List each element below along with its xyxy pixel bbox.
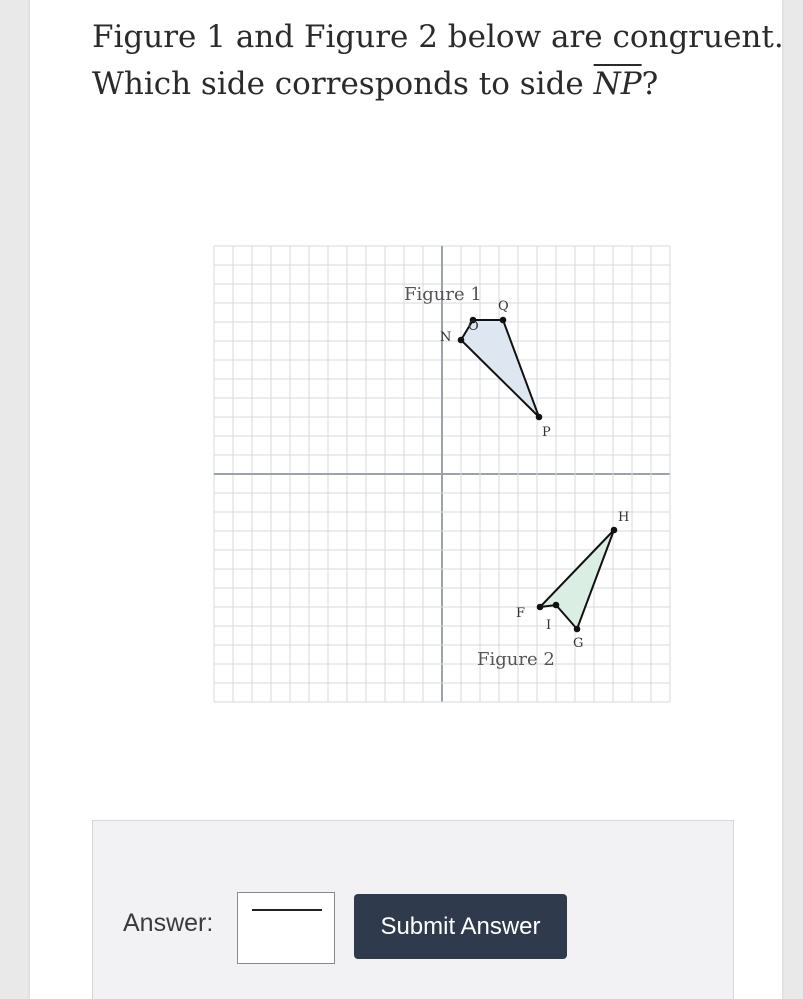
segment-np: $\overline{NP}$ — [593, 66, 642, 102]
label-P: P — [542, 425, 551, 440]
answer-label: Answer: — [123, 909, 214, 937]
question-text — [92, 14, 784, 108]
point-P — [536, 414, 543, 421]
label-N: N — [440, 330, 452, 345]
point-I — [553, 602, 560, 609]
label-I: I — [546, 618, 552, 633]
figure-2-label: Figure 2 — [477, 649, 555, 670]
point-H — [611, 527, 618, 534]
point-Q — [500, 317, 507, 324]
question-line-2-suffix: ? — [641, 66, 659, 102]
label-H: H — [618, 510, 630, 525]
figure-1-shape — [461, 320, 539, 417]
point-G — [574, 626, 581, 633]
answer-panel — [92, 820, 734, 999]
coordinate-grid — [212, 244, 672, 704]
label-F: F — [516, 606, 526, 621]
point-N — [458, 337, 465, 344]
figure-2-shape — [540, 530, 614, 629]
question-line-1-text: Figure 1 and Figure 2 below are congruent. — [92, 19, 784, 55]
label-O: O — [468, 319, 479, 334]
label-Q: Q — [498, 299, 509, 314]
submit-answer-button[interactable]: Submit Answer — [354, 894, 567, 959]
question-line-1 — [92, 14, 784, 61]
point-F — [537, 604, 544, 611]
segment-overline-mark — [252, 909, 322, 911]
figure-1-label: Figure 1 — [404, 284, 482, 305]
answer-input[interactable] — [237, 892, 335, 964]
grid-lines — [214, 246, 670, 702]
question-line-2 — [92, 61, 784, 108]
question-line-2-prefix: Which side corresponds to side — [92, 66, 594, 102]
page — [30, 0, 782, 999]
label-G: G — [573, 636, 584, 651]
